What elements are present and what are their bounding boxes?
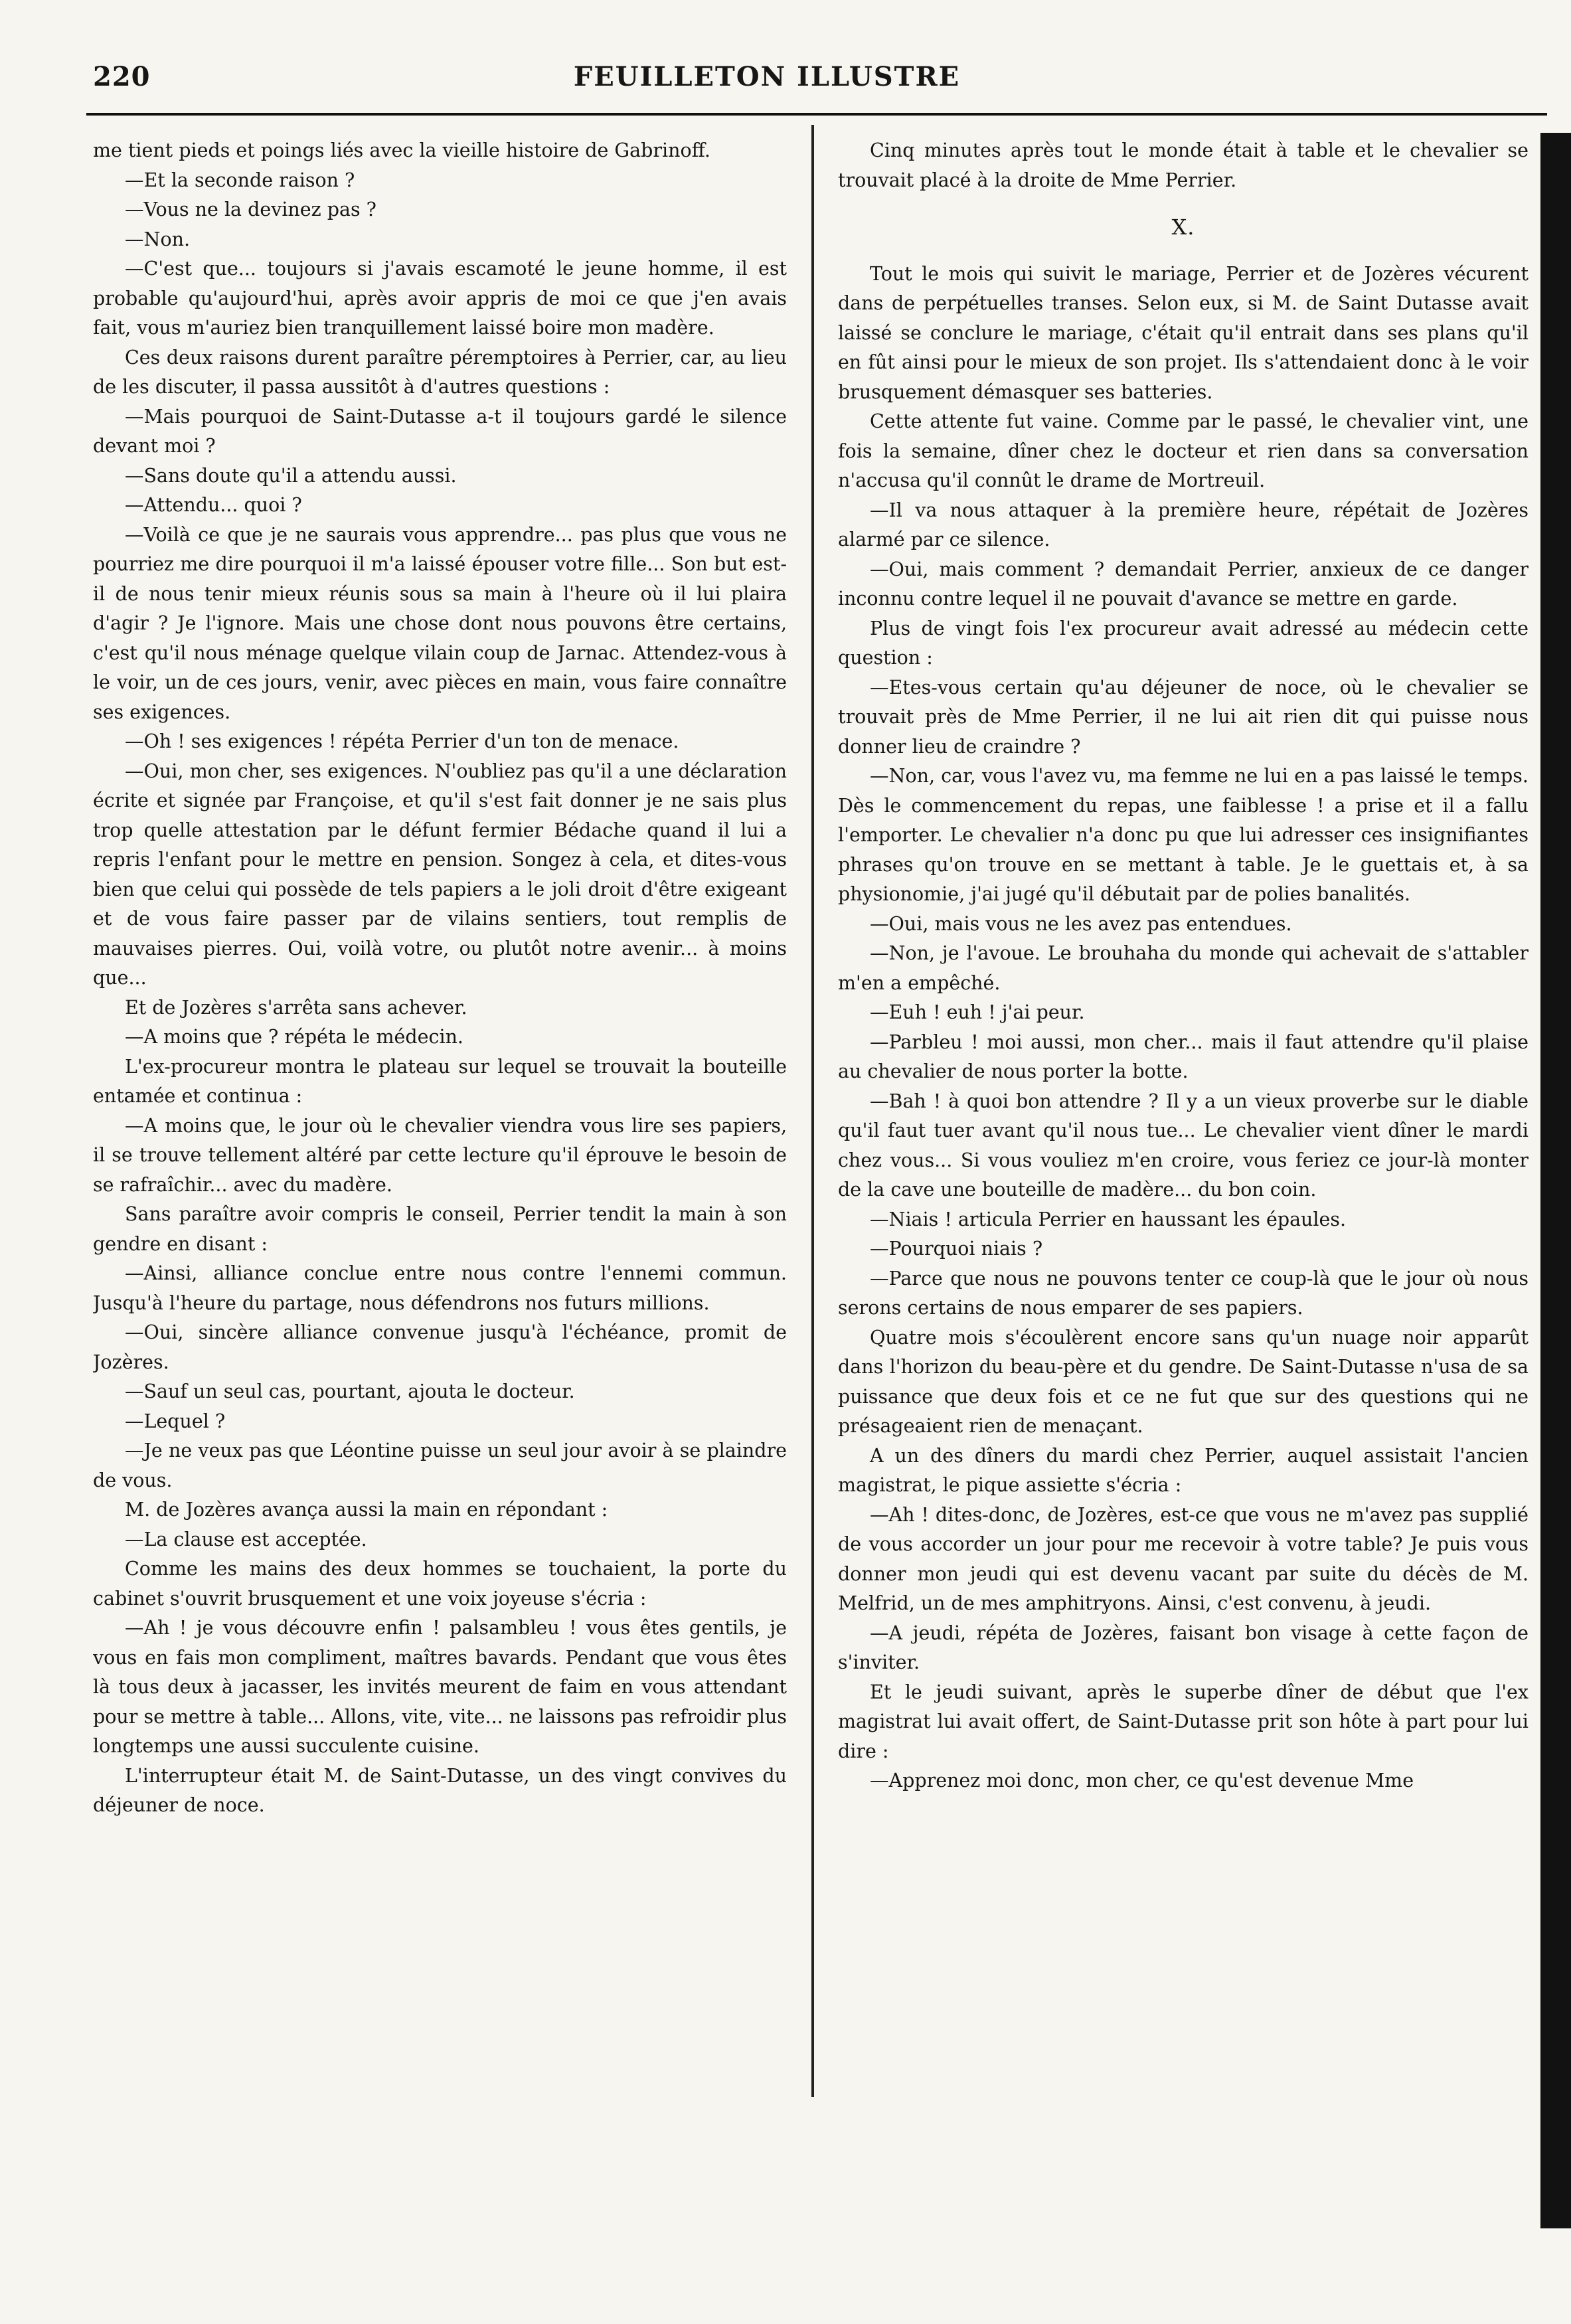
paragraph: —Parbleu ! moi aussi, mon cher... mais il faut attendre qu'il plaise au chevalier de nous porter la botte.: [838, 1031, 1529, 1082]
paragraph: L'interrupteur était M. de Saint-Dutasse, un des vingt convives du déjeuner de noce.: [93, 1764, 787, 1816]
paragraph: Sans paraître avoir compris le conseil, Perrier tendit la main à son gendre en disant :: [93, 1203, 787, 1255]
chapter-heading: X.: [1171, 214, 1195, 240]
paragraph: —C'est que... toujours si j'avais escamoté le jeune homme, il est probable qu'aujourd'hui, après avoir appris de moi ce que j'en avais fait, vous m'auriez bien tranquillement laissé boire mon madère.: [93, 258, 787, 339]
paragraph: —Je ne veux pas que Léontine puisse un seul jour avoir à se plaindre de vous.: [93, 1440, 787, 1491]
paragraph: —Attendu... quoi ?: [125, 494, 302, 516]
paragraph: —Niais ! articula Perrier en haussant les épaules.: [870, 1208, 1347, 1230]
running-title: FEUILLETON ILLUSTRE: [573, 61, 961, 92]
paragraph: Cinq minutes après tout le monde était à table et le chevalier se trouvait placé à la droite de Mme Perrier.: [838, 139, 1529, 191]
paragraph: Tout le mois qui suivit le mariage, Perrier et de Jozères vécurent dans de perpétuelles transes. Selon eux, si M. de Saint Dutasse avait laissé se conclure le mariage, c'était qu'il entrait dans ses plans qu'il en fût ainsi pour le mieux de son projet. Ils s'attendaient donc à le voir brusquement démasquer ses batteries.: [838, 262, 1529, 403]
paragraph: —Ainsi, alliance conclue entre nous contre l'ennemi commun. Jusqu'à l'heure du partage, nous défendrons nos futurs millions.: [93, 1262, 787, 1314]
paragraph: M. de Jozères avança aussi la main en répondant :: [125, 1499, 608, 1521]
page-header: [93, 61, 1441, 101]
paragraph: —Pourquoi niais ?: [870, 1238, 1043, 1260]
paragraph: —Sauf un seul cas, pourtant, ajouta le docteur.: [125, 1380, 575, 1402]
paragraph: Cette attente fut vaine. Comme par le passé, le chevalier vint, une fois la semaine, dîner chez le docteur et rien dans sa conversation n'accusa qu'il connût le drame de Mortreuil.: [838, 410, 1529, 491]
right-column-after-chapter: [838, 260, 1529, 1796]
left-column: [93, 136, 787, 2088]
paragraph: —Lequel ?: [125, 1410, 226, 1432]
paragraph: —Vous ne la devinez pas ?: [125, 199, 376, 220]
paragraph: L'ex-procureur montra le plateau sur lequel se trouvait la bouteille entamée et continua :: [93, 1055, 787, 1107]
paragraph: —La clause est acceptée.: [125, 1528, 367, 1550]
right-column: [838, 136, 1529, 2088]
right-column-before-chapter: [838, 136, 1529, 195]
paragraph: —Oui, mais vous ne les avez pas entendues.: [870, 912, 1292, 935]
page-number: 220: [93, 61, 151, 92]
paragraph: Et de Jozères s'arrêta sans achever.: [125, 996, 467, 1019]
paragraph: Quatre mois s'écoulèrent encore sans qu'un nuage noir apparût dans l'horizon du beau-père et du gendre. De Saint-Dutasse n'usa de sa puissance que deux fois et ce ne fut que sur des questions qui ne présageaient rien de menaçant.: [838, 1326, 1529, 1437]
paragraph: —Et la seconde raison ?: [125, 169, 355, 191]
paragraph: —Parce que nous ne pouvons tenter ce coup-là que le jour où nous serons certains de nous emparer de ses papiers.: [838, 1267, 1529, 1319]
paragraph: —Mais pourquoi de Saint-Dutasse a-t il toujours gardé le silence devant moi ?: [93, 405, 787, 457]
paragraph: Et le jeudi suivant, après le superbe dîner de début que l'ex magistrat lui avait offert, de Saint-Dutasse prit son hôte à part pour lui dire :: [838, 1681, 1529, 1762]
paragraph: me tient pieds et poings liés avec la vieille histoire de Gabrinoff.: [93, 139, 710, 161]
paragraph: —Ah ! dites-donc, de Jozères, est-ce que vous ne m'avez pas supplié de vous accorder un jour pour me recevoir à votre table? Je puis vous donner mon jeudi qui est devenu vacant par suite du décès de M. Melfrid, un de mes amphitryons. Ainsi, c'est convenu, à jeudi.: [838, 1503, 1529, 1614]
paragraph: —Oui, mais comment ? demandait Perrier, anxieux de ce danger inconnu contre lequel il ne pouvait d'avance se mettre en garde.: [838, 558, 1529, 610]
paragraph: —Euh ! euh ! j'ai peur.: [870, 1001, 1085, 1023]
paragraph: Ces deux raisons durent paraître péremptoires à Perrier, car, au lieu de les discuter, il passa aussitôt à d'autres questions :: [93, 346, 787, 398]
paragraph: —Oui, mon cher, ses exigences. N'oubliez pas qu'il a une déclaration écrite et signée par Françoise, et qu'il s'est fait donner je ne sais plus trop quelle attestation par le défunt fermier Bédache quand il lui a repris l'enfant pour le mettre en pension. Songez à cela, et dites-vous bien que celui qui possède de tels papiers a le joli droit d'être exigeant et de vous faire passer par de vilains sentiers, tout remplis de mauvaises pierres. Oui, voilà votre, ou plutôt notre avenir... à moins que...: [93, 760, 787, 989]
paragraph: —A moins que, le jour où le chevalier viendra vous lire ses papiers, il se trouve tellement altéré par cette lecture qu'il éprouve le besoin de se rafraîchir... avec du madère.: [93, 1114, 787, 1196]
paragraph: —Non, car, vous l'avez vu, ma femme ne lui en a pas laissé le temps. Dès le commencement du repas, une faiblesse ! a prise et il a fallu l'emporter. Le chevalier n'a donc pu que lui adresser ces insignifiantes phrases qu'on trouve en se mettant à table. Je le guettais et, à sa physionomie, j'ai jugé qu'il débutait par de polies banalités.: [838, 765, 1529, 905]
paragraph: —Apprenez moi donc, mon cher, ce qu'est devenue Mme: [870, 1770, 1414, 1791]
paragraph: Plus de vingt fois l'ex procureur avait adressé au médecin cette question :: [838, 617, 1529, 669]
paragraph: —A jeudi, répéta de Jozères, faisant bon visage à cette façon de s'inviter.: [838, 1621, 1529, 1673]
header-rule: [86, 113, 1547, 116]
page-edge-shadow: [1540, 133, 1571, 2228]
paragraph: —Il va nous attaquer à la première heure, répétait de Jozères alarmé par ce silence.: [838, 499, 1529, 550]
paragraph: —Non.: [125, 228, 191, 250]
paragraph: —Bah ! à quoi bon attendre ? Il y a un vieux proverbe sur le diable qu'il faut tuer avant qu'il nous tue... Le chevalier vient dîner le mardi chez vous... Si vous vouliez m'en croire, vous feriez ce jour-là monter de la cave une bouteille de madère... du bon coin.: [838, 1090, 1529, 1201]
paragraph: —Oh ! ses exigences ! répéta Perrier d'un ton de menace.: [125, 730, 679, 752]
paragraph: —Sans doute qu'il a attendu aussi.: [125, 464, 457, 487]
paragraph: —Non, je l'avoue. Le brouhaha du monde qui achevait de s'attabler m'en a empêché.: [838, 942, 1529, 994]
column-divider: [811, 125, 814, 2097]
paragraph: —Etes-vous certain qu'au déjeuner de noce, où le chevalier se trouvait près de Mme Perrier, il ne lui ait rien dit qui puisse nous donner lieu de craindre ?: [838, 676, 1529, 758]
paragraph: —Oui, sincère alliance convenue jusqu'à l'échéance, promit de Jozères.: [93, 1321, 787, 1373]
paragraph: —A moins que ? répéta le médecin.: [125, 1026, 463, 1048]
paragraph: Comme les mains des deux hommes se touchaient, la porte du cabinet s'ouvrit brusquement et une voix joyeuse s'écria :: [93, 1558, 787, 1610]
paragraph: —Ah ! je vous découvre enfin ! palsambleu ! vous êtes gentils, je vous en fais mon compliment, maîtres bavards. Pendant que vous êtes là tous deux à jacasser, les invités meurent de faim en vous attendant pour se mettre à table... Allons, vite, vite... ne laissons pas refroidir plus longtemps une aussi succulente cuisine.: [93, 1617, 787, 1757]
paragraph: A un des dîners du mardi chez Perrier, auquel assistait l'ancien magistrat, le pique assiette s'écria :: [838, 1444, 1529, 1496]
paragraph: —Voilà ce que je ne saurais vous apprendre... pas plus que vous ne pourriez me dire pourquoi il m'a laissé épouser votre fille... Son but est-il de nous tenir mieux réunis sous sa main à l'heure où il lui plaira d'agir ? Je l'ignore. Mais une chose dont nous pouvons être certains, c'est qu'il nous ménage quelque vilain coup de Jarnac. Attendez-vous à le voir, un de ces jours, venir, avec pièces en main, vous faire connaître ses exigences.: [93, 523, 787, 723]
